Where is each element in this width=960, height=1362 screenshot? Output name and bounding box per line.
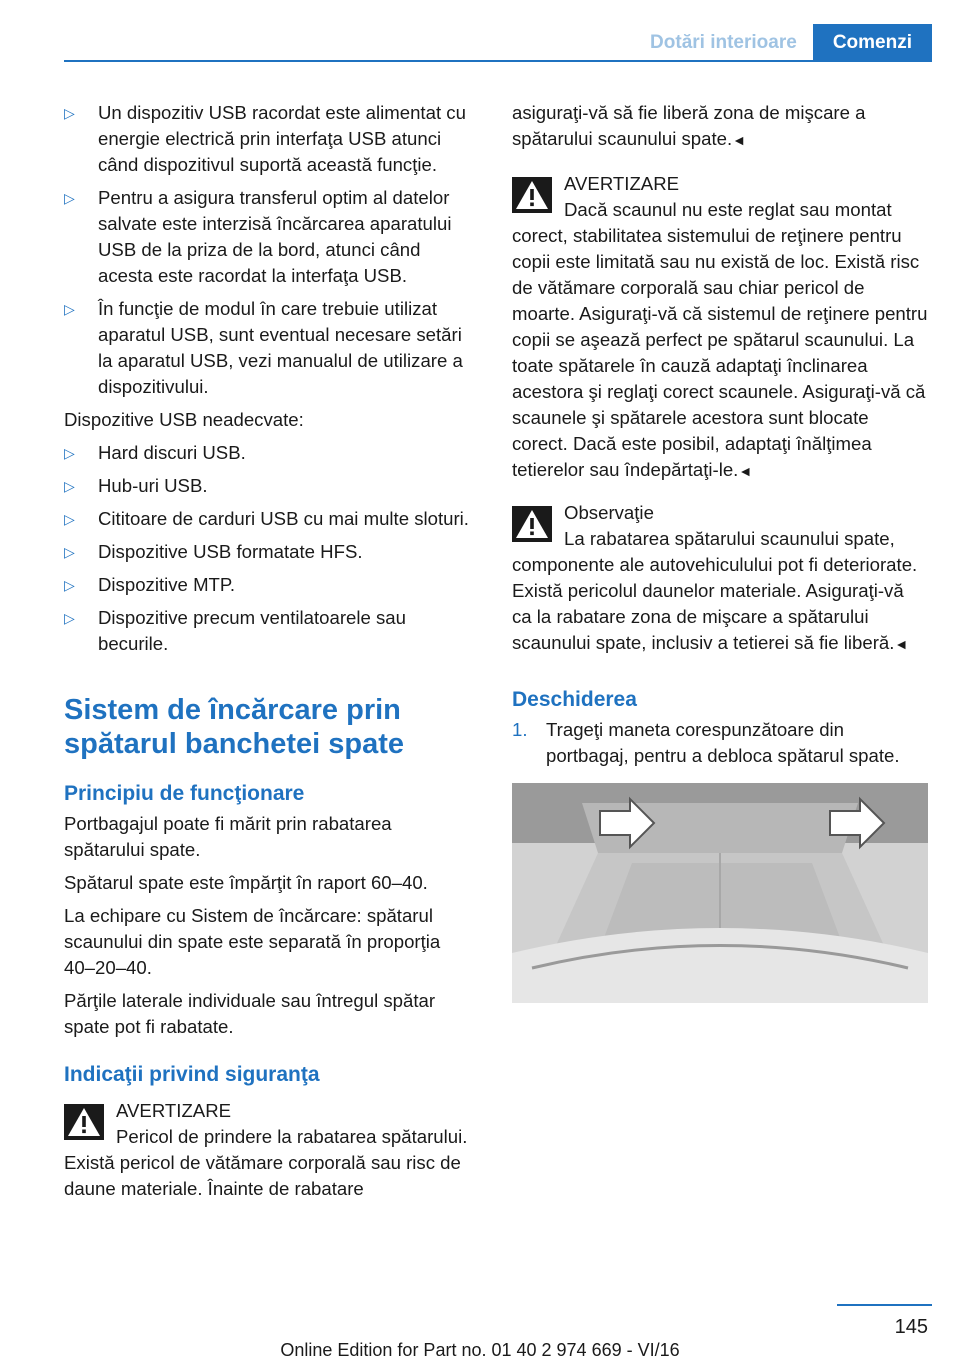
safety-heading: Indicaţii privind siguranţa (64, 1063, 320, 1086)
warning-block (512, 171, 928, 484)
bullet-triangle-icon: ▷ (64, 544, 75, 560)
list-item (512, 717, 928, 769)
bullet-triangle-icon: ▷ (64, 478, 75, 494)
right-column (512, 100, 928, 1010)
list-item: ▷ Un dispozitiv USB racordat este alimentat cu energie electrică prin interfaţa USB atunci când dispozitivul suportă această funcţie. (64, 100, 476, 178)
footer-edition-text: Online Edition for Part no. 01 40 2 974 669 - VI/16 (280, 1340, 680, 1360)
warning-text: Pericol de prindere la rabatarea spătarului. Există pericol de vătămare corporală sau risc de daune materiale. Înainte de rabatare (64, 1126, 468, 1199)
note-text: La rabatarea spătarului scaunului spate, componente ale autovehiculului pot fi deteriorate. Există pericolul daunelor materiale. Asiguraţi-vă ca la rabatare zona de mişcare a spătarului scaunului spate, inclusiv a tetierei să fie liberă. (512, 528, 918, 653)
principle-paragraph: Spătarul spate este împărţit în raport 60–40. (64, 872, 428, 893)
list-item: ▷ Dispozitive precum ventilatoarele sau becurile. (64, 605, 476, 657)
warning-block (64, 1098, 476, 1202)
bullet-triangle-icon: ▷ (64, 511, 75, 527)
list-item: ▷ În funcţie de modul în care trebuie utilizat aparatul USB, sunt eventual necesare setări la aparatul USB, vezi manualul de utilizare a dispozitivului. (64, 296, 476, 400)
trunk-image (512, 783, 928, 1003)
section-title: Sistem de încărcare prin spătarul banchetei spate (64, 694, 405, 760)
end-mark: ◄ (894, 636, 909, 652)
warning-triangle-icon (64, 1104, 104, 1140)
warning-title: AVERTIZARE (116, 1100, 232, 1121)
header-tabs (634, 24, 932, 62)
list-item: ▷ Hard discuri USB. (64, 440, 476, 466)
warning-title: AVERTIZARE (564, 173, 680, 194)
continued-paragraph: asiguraţi-vă să fie liberă zona de mişcare a spătarului scaunului spate.◄ (512, 102, 866, 149)
tab-dotari-interioare[interactable]: Dotări interioare (634, 24, 813, 62)
step-text: Trageţi maneta corespunzătoare din portbagaj, pentru a debloca spătarul spate. (546, 719, 900, 766)
header-rule (64, 60, 932, 62)
unsuitable-label: Dispozitive USB neadecvate: (64, 409, 304, 430)
page-number: 145 (894, 1316, 928, 1338)
warning-triangle-icon (512, 506, 552, 542)
step-number: 1. (512, 719, 528, 740)
principle-heading: Principiu de funcţionare (64, 782, 305, 805)
principle-paragraph: Portbagajul poate fi mărit prin rabatarea spătarului spate. (64, 813, 392, 860)
list-item: ▷ Hub-uri USB. (64, 473, 476, 499)
bullet-triangle-icon: ▷ (64, 190, 75, 206)
principle-paragraph: Părţile laterale individuale sau întregul spătar spate pot fi rabatate. (64, 990, 436, 1037)
bullet-triangle-icon: ▷ (64, 445, 75, 461)
opening-heading: Deschiderea (512, 688, 637, 711)
list-item: ▷ Cititoare de carduri USB cu mai multe sloturi. (64, 506, 476, 532)
bullet-triangle-icon: ▷ (64, 105, 75, 121)
tab-comenzi[interactable]: Comenzi (813, 24, 932, 62)
end-mark: ◄ (732, 132, 747, 148)
bullet-triangle-icon: ▷ (64, 577, 75, 593)
list-item: ▷ Pentru a asigura transferul optim al datelor salvate este interzisă încărcarea aparatului USB de la priza de la bord, atunci când acesta este racordat la interfaţa USB. (64, 185, 476, 289)
footer-rule (837, 1304, 932, 1306)
list-item: ▷ Dispozitive MTP. (64, 572, 476, 598)
list-item: ▷ Dispozitive USB formatate HFS. (64, 539, 476, 565)
principle-paragraph: La echipare cu Sistem de încărcare: spătarul scaunului din spate este separată în proporţia 40–20–40. (64, 905, 441, 978)
end-mark: ◄ (738, 463, 753, 479)
bullet-triangle-icon: ▷ (64, 301, 75, 317)
left-column (64, 100, 476, 1210)
warning-text: Dacă scaunul nu este reglat sau montat corect, stabilitatea sistemului de reţinere pentru copii este limitată sau nu există de loc. Există risc de vătămare corporală sau chiar pericol de moarte. Asiguraţi-vă că sistemul de reţinere pentru copii se aşează perfect pe spătarul scaunului. La toate spătarele în cauză adaptaţi înclinarea acestora şi reglaţi corect scaunele. Asiguraţi-vă că scaunele şi spătarele acestora sunt blocate corect. Dacă este posibil, adaptaţi înălţimea tetierelor sau îndepărtaţi-le. (512, 199, 928, 480)
bullet-triangle-icon: ▷ (64, 610, 75, 626)
note-block (512, 500, 928, 657)
warning-triangle-icon (512, 177, 552, 213)
note-title: Observaţie (564, 502, 654, 523)
